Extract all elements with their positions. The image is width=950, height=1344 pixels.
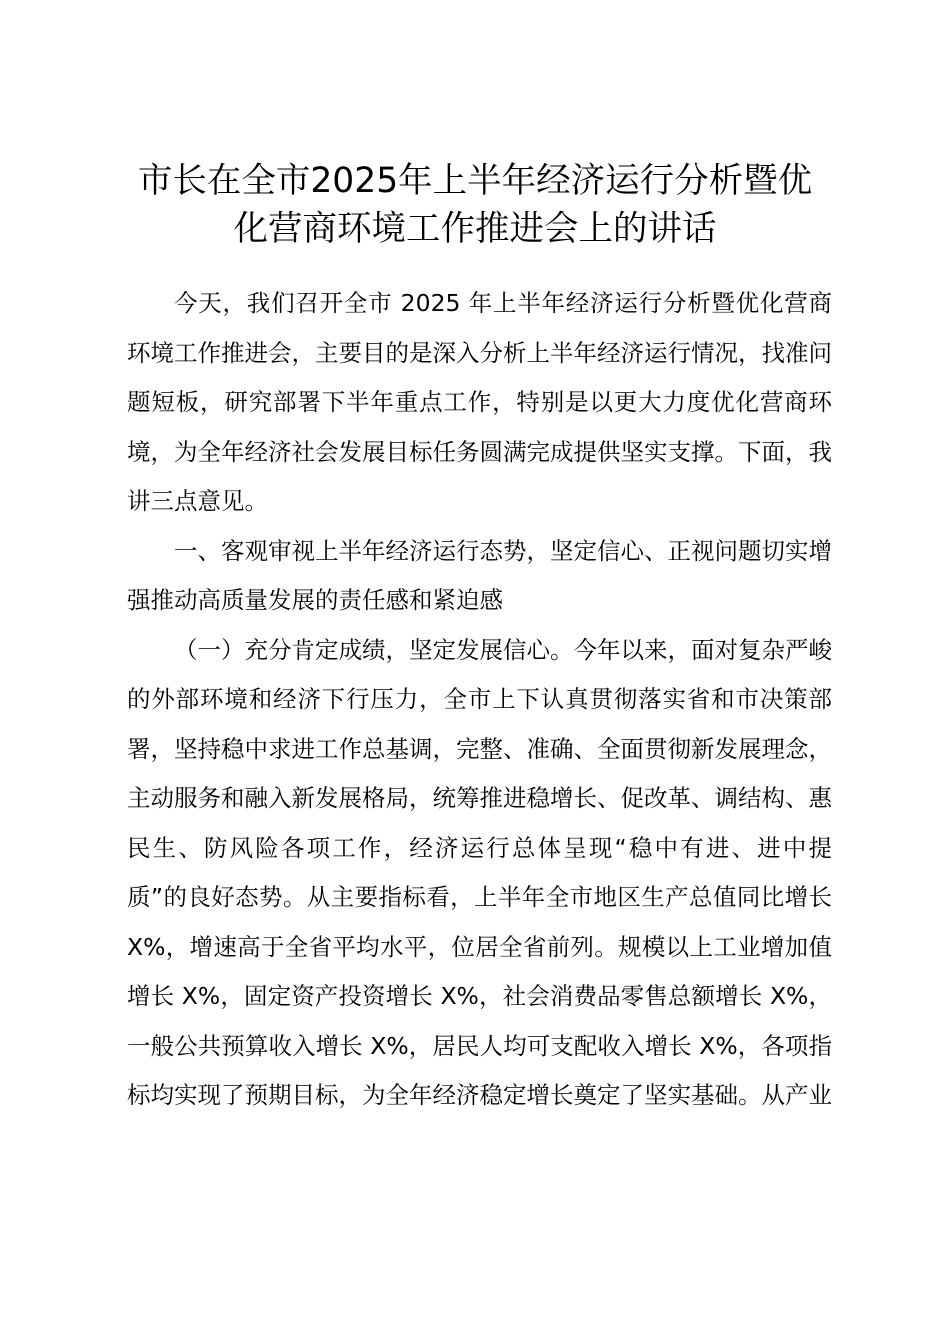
title-line-2: 化营商环境工作推进会上的讲话 xyxy=(233,209,717,249)
intro-paragraph: 今天，我们召开全市 2025 年上半年经济运行分析暨优化营商环境工作推进会，主要目的是深入分析上半年经济运行情况，找准问题短板，研究部署下半年重点工作，特别是以更大力度优化营商环境，为全年经济社会发展目标任务圆满完成提供坚实支撑。下面，我讲三点意见。 xyxy=(127,289,832,515)
subsection-paragraph-1: （一）充分肯定成绩，坚定发展信心。今年以来，面对复杂严峻的外部环境和经济下行压力，全市上下认真贯彻落实省和市决策部署，坚持稳中求进工作总基调，完整、准确、全面贯彻新发展理念，主动服务和融入新发展格局，统筹推进稳增长、促改革、调结构、惠民生、防风险各项工作，经济运行总体呈现“稳中有进、进中提质”的良好态势。从主要指标看，上半年全市地区生产总值同比增长 X%，增速高于全省平均水平，位居全省前列。规模以上工业增加值增长 X%，固定资产投资增长 X%，社会消费品零售总额增长 X%，一般公共预算收入增长 X%，居民人均可支配收入增长 X%，各项指标均实现了预期目标，为全年经济稳定增长奠定了坚实基础。从产业 xyxy=(127,635,832,1109)
section-heading-1: 一、客观审视上半年经济运行态势，坚定信心、正视问题切实增强推动高质量发展的责任感和紧迫感 xyxy=(127,536,832,614)
document-body xyxy=(127,279,832,1121)
document-title xyxy=(100,157,850,253)
title-line-1: 市长在全市2025年上半年经济运行分析暨优 xyxy=(137,161,813,201)
